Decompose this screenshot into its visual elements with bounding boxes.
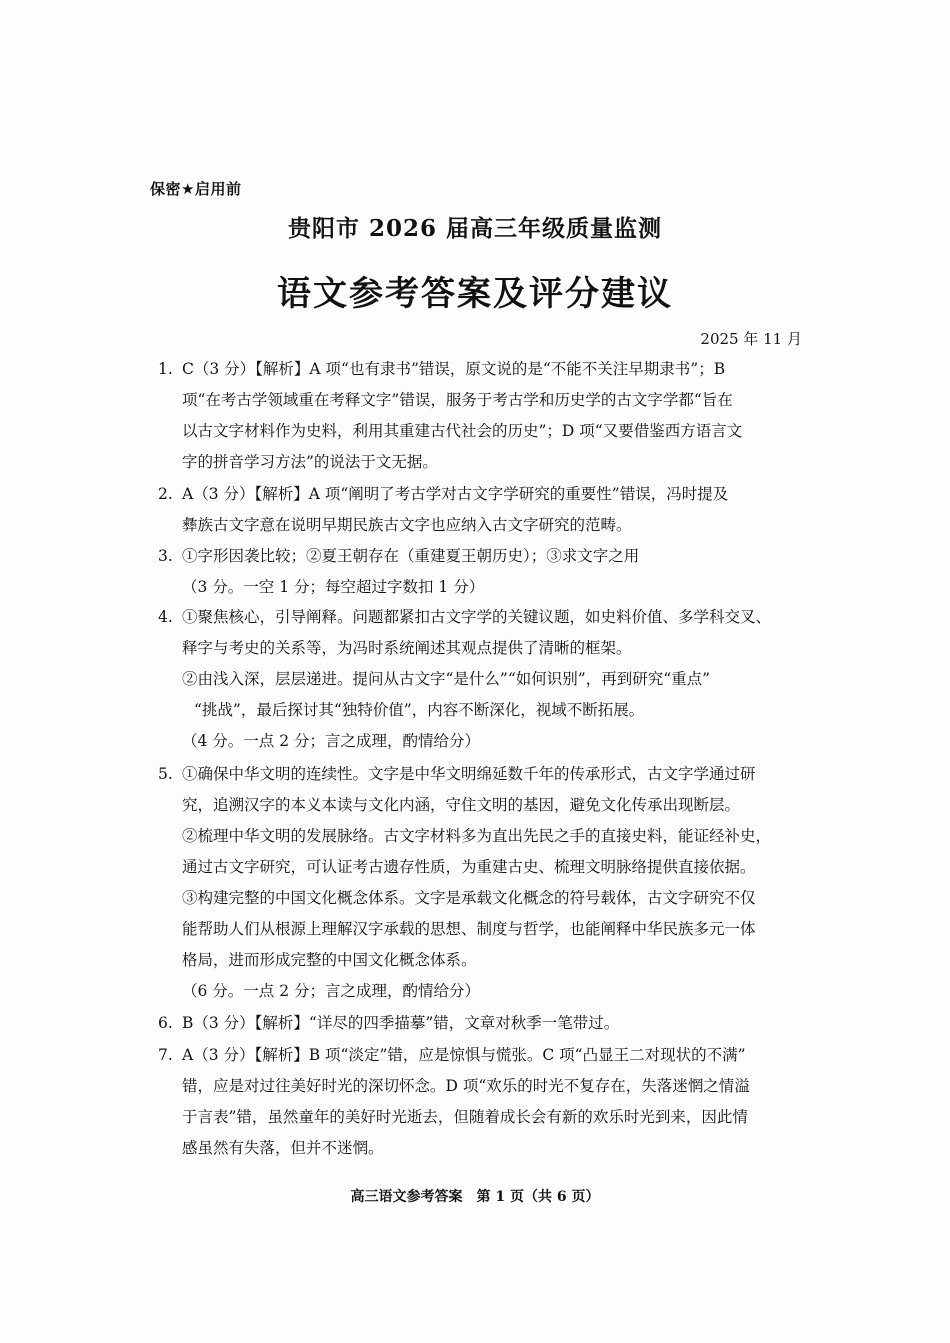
document-title: 语文参考答案及评分建议 xyxy=(277,274,673,314)
answer-line: ③构建完整的中国文化概念体系。文字是承载文化概念的符号载体，古文字研究不仅 xyxy=(182,889,756,907)
exam-title: 贵阳市 2026 届高三年级质量监测 xyxy=(287,215,663,242)
answer-item-5 xyxy=(158,759,808,1007)
score-note: （6 分。一点 2 分；言之成理，酌情给分） xyxy=(182,982,481,1000)
answer-line: 彝族古文字意在说明早期民族古文字也应纳入古文字研究的范畴。 xyxy=(182,516,632,534)
answer-number: 7. xyxy=(158,1046,173,1064)
answer-line: ②梳理中华文明的发展脉络。古文字材料多为直出先民之手的直接史料，能证经补史， xyxy=(182,827,772,845)
answer-item-3 xyxy=(158,541,808,603)
answer-line: A（3 分）【解析】A 项“阐明了考古学对古文字学研究的重要性”错误，冯时提及 xyxy=(182,485,729,503)
answer-number: 2. xyxy=(158,485,173,503)
answer-number: 6. xyxy=(158,1014,173,1032)
answer-line: 究，追溯汉字的本义本读与文化内涵，守住文明的基因，避免文化传承出现断层。 xyxy=(182,796,741,814)
answer-line: ②由浅入深，层层递进。提问从古文字“是什么”“如何识别”，再到研究“重点” xyxy=(182,670,711,688)
score-note: （4 分。一点 2 分；言之成理，酌情给分） xyxy=(182,732,481,750)
answer-line: 项“在考古学领域重在考释文字”错误，服务于考古学和历史学的古文字学都“旨在 xyxy=(182,391,733,409)
answer-item-7 xyxy=(158,1040,808,1164)
answer-item-6 xyxy=(158,1008,808,1039)
answer-line: ①确保中华文明的连续性。文字是中华文明绵延数千年的传承形式，古文字学通过研 xyxy=(182,765,756,783)
answer-line: 释字与考史的关系等，为冯时系统阐述其观点提供了清晰的框架。 xyxy=(182,639,632,657)
answer-item-4 xyxy=(158,602,808,757)
answer-line: “挑战”，最后探讨其“独特价值”，内容不断深化，视域不断拓展。 xyxy=(194,701,645,719)
score-note: （3 分。一空 1 分；每空超过字数扣 1 分） xyxy=(182,578,485,596)
answer-line: ①聚焦核心，引导阐释。问题都紧扣古文字学的关键议题，如史料价值、多学科交叉、 xyxy=(182,608,772,626)
confidential-label: 保密★启用前 xyxy=(150,180,242,198)
answer-line: 格局，进而形成完整的中国文化概念体系。 xyxy=(182,951,477,969)
answer-item-2 xyxy=(158,479,808,541)
answer-line: 能帮助人们从根源上理解汉字承载的思想、制度与哲学，也能阐释中华民族多元一体 xyxy=(182,920,756,938)
answer-number: 5. xyxy=(158,765,173,783)
answer-line: A（3 分）【解析】B 项“淡定”错，应是惊惧与慌张。C 项“凸显王二对现状的不满” xyxy=(182,1046,746,1064)
answer-number: 3. xyxy=(158,547,173,565)
answer-line: 感虽然有失落，但并不迷惘。 xyxy=(182,1139,384,1157)
answer-line: 通过古文字研究，可认证考古遗存性质，为重建古史、梳理文明脉络提供直接依据。 xyxy=(182,858,756,876)
answer-number: 1. xyxy=(158,360,173,378)
date-label: 2025 年 11 月 xyxy=(700,330,802,348)
answer-line: 字的拼音学习方法”的说法于文无据。 xyxy=(182,453,438,471)
answer-line: 以古文字材料作为史料，利用其重建古代社会的历史”；D 项“又要借鉴西方语言文 xyxy=(182,422,743,440)
answer-line: ①字形因袭比较；②夏王朝存在（重建夏王朝历史）；③求文字之用 xyxy=(182,547,640,565)
page-footer: 高三语文参考答案 第 1 页（共 6 页） xyxy=(350,1189,600,1205)
answer-line: 于言表”错，虽然童年的美好时光逝去，但随着成长会有新的欢乐时光到来，因此情 xyxy=(182,1108,748,1126)
answer-line: B（3 分）【解析】“详尽的四季描摹”错，文章对秋季一笔带过。 xyxy=(182,1014,620,1032)
answer-number: 4. xyxy=(158,608,173,626)
answer-line: 错，应是对过往美好时光的深切怀念。D 项“欢乐的时光不复存在，失落迷惘之情溢 xyxy=(182,1077,750,1095)
answer-line: C（3 分）【解析】A 项“也有隶书”错误，原文说的是“不能不关注早期隶书”；B xyxy=(182,360,726,378)
answer-item-1 xyxy=(158,354,808,478)
